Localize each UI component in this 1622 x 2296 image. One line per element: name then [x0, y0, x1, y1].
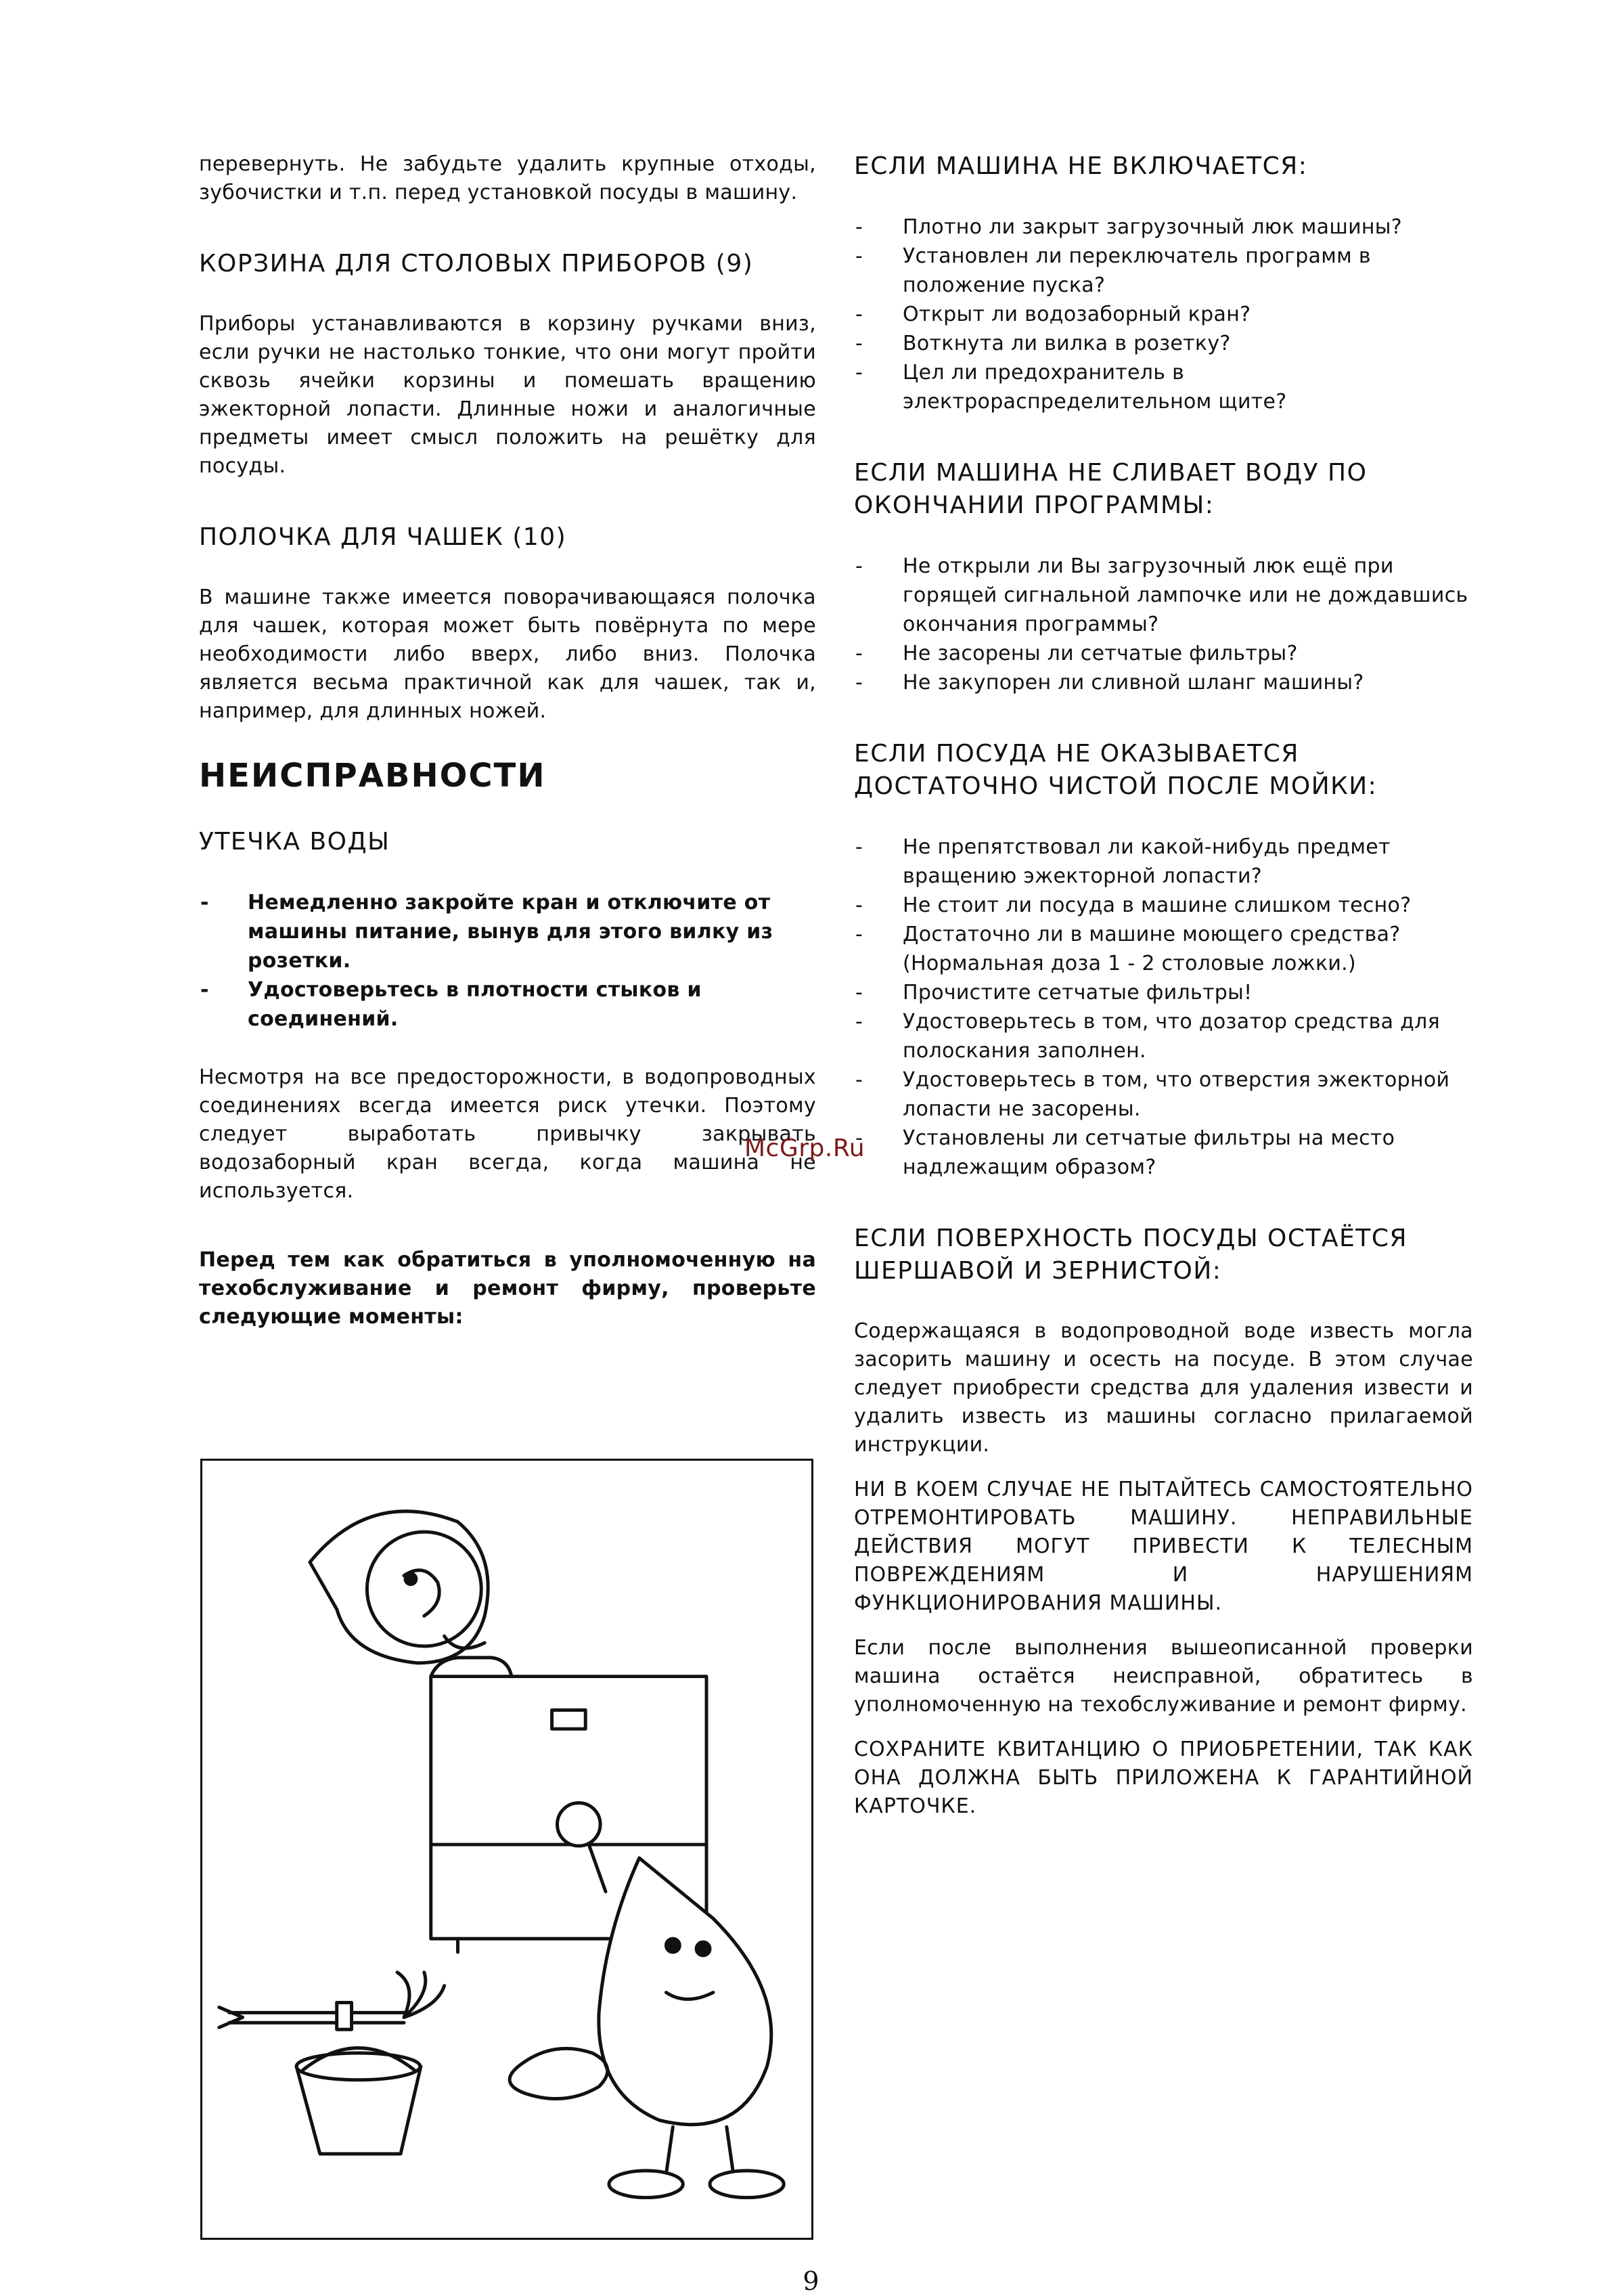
list-item: - Не открыли ли Вы загрузочный люк ещё при горящей сигнальной лампочке или не дождавшись окончания программы? — [854, 552, 1473, 639]
cutlery-basket-heading: КОРЗИНА ДЛЯ СТОЛОВЫХ ПРИБОРОВ (9) — [199, 250, 754, 278]
no-start-heading: ЕСЛИ МАШИНА НЕ ВКЛЮЧАЕТСЯ: — [854, 152, 1308, 180]
service-text: Если после выполнения вышеописанной проверки машина остаётся неисправной, обратитесь в уполномоченную на техобслуживание и ремонт фирму. — [854, 1636, 1473, 1717]
left-column — [199, 150, 816, 1331]
cutlery-basket-text: Приборы устанавливаются в корзину ручками вниз, если ручки не настолько тонкие, что они могут пройти сквозь ячейки корзины и помешать вращению эжекторной лопасти. Длинные ножи и аналогичные предметы имеет смысл положить на решётку для посуды. — [199, 312, 816, 478]
page-number: 9 — [803, 2266, 819, 2296]
water-leak-text: Несмотря на все предосторожности, в водопроводных соединениях всегда имеется риск утечки. Поэтому следует выработать привычку закрывать водозаборный кран всегда, когда машина не используется. — [199, 1065, 816, 1203]
list-item: - Достаточно ли в машине моющего средства? (Нормальная доза 1 - 2 столовые ложки.) — [854, 920, 1473, 978]
list-item: - Воткнута ли вилка в розетку? — [854, 329, 1473, 358]
no-drain-heading: ЕСЛИ МАШИНА НЕ СЛИВАЕТ ВОДУ ПО ОКОНЧАНИИ ПРОГРАММЫ: — [854, 459, 1368, 519]
water-leak-list — [199, 888, 816, 1034]
troubleshooting-illustration — [200, 1459, 813, 2240]
rough-surface-heading: ЕСЛИ ПОВЕРХНОСТЬ ПОСУДЫ ОСТАЁТСЯ ШЕРШАВОЙ И ЗЕРНИСТОЙ: — [854, 1224, 1408, 1285]
not-clean-list — [854, 833, 1473, 1182]
no-drain-list — [854, 552, 1473, 697]
check-before-service-text: Перед тем как обратиться в уполномоченную на техобслуживание и ремонт фирму, проверьте следующие моменты: — [199, 1248, 816, 1329]
cup-shelf-text: В машине также имеется поворачивающаяся полочка для чашек, которая может быть повёрнута по мере необходимости либо вверх, либо вниз. Полочка является весьма практичной как для чашек, так и, например, для длинных ножей. — [199, 586, 816, 723]
list-item: - Удостоверьтесь в том, что дозатор средства для полоскания заполнен. — [854, 1007, 1473, 1065]
list-item: - Не препятствовал ли какой-нибудь предмет вращению эжекторной лопасти? — [854, 833, 1473, 891]
watermark: McGrp.Ru — [744, 1134, 865, 1162]
list-item: - Не засорены ли сетчатые фильтры? — [854, 639, 1473, 668]
water-leak-heading: УТЕЧКА ВОДЫ — [199, 828, 390, 856]
rough-surface-text: Содержащаяся в водопроводной воде известь могла засорить машину и осесть на посуде. В этом случае следует приобрести средства для удаления извести и удалить известь из машины согласно прилагаемой инструкции. — [854, 1319, 1473, 1457]
cup-shelf-heading: ПОЛОЧКА ДЛЯ ЧАШЕК (10) — [199, 523, 567, 551]
list-item: - Установлены ли сетчатые фильтры на место надлежащим образом? — [854, 1124, 1473, 1182]
no-start-list — [854, 213, 1473, 416]
list-item: - Удостоверьтесь в плотности стыков и соединений. — [199, 975, 816, 1034]
intro-paragraph: перевернуть. Не забудьте удалить крупные отходы, зубочистки и т.п. перед установкой посуды в машину. — [199, 152, 816, 204]
list-item: - Цел ли предохранитель в электрораспределительном щите? — [854, 358, 1473, 416]
list-item: - Удостоверьтесь в том, что отверстия эжекторной лопасти не засорены. — [854, 1065, 1473, 1124]
faults-heading: НЕИСПРАВНОСТИ — [199, 757, 546, 795]
list-item: - Плотно ли закрыт загрузочный люк машины? — [854, 213, 1473, 242]
list-item: - Открыт ли водозаборный кран? — [854, 300, 1473, 329]
not-clean-heading: ЕСЛИ ПОСУДА НЕ ОКАЗЫВАЕТСЯ ДОСТАТОЧНО ЧИСТОЙ ПОСЛЕ МОЙКИ: — [854, 740, 1378, 800]
list-item: - Не закупорен ли сливной шланг машины? — [854, 668, 1473, 697]
warning-text: НИ В КОЕМ СЛУЧАЕ НЕ ПЫТАЙТЕСЬ САМОСТОЯТЕЛЬНО ОТРЕМОНТИРОВАТЬ МАШИНУ. НЕПРАВИЛЬНЫЕ ДЕЙСТВИЯ МОГУТ ПРИВЕСТИ К ТЕЛЕСНЫМ ПОВРЕЖДЕНИЯМ И НАРУШЕНИЯМ ФУНКЦИОНИРОВАНИЯ МАШИНЫ. — [854, 1478, 1473, 1615]
list-item: - Прочистите сетчатые фильтры! — [854, 978, 1473, 1007]
right-column — [854, 150, 1473, 1821]
list-item: - Установлен ли переключатель программ в положение пуска? — [854, 242, 1473, 300]
receipt-text: СОХРАНИТЕ КВИТАНЦИЮ О ПРИОБРЕТЕНИИ, ТАК КАК ОНА ДОЛЖНА БЫТЬ ПРИЛОЖЕНА К ГАРАНТИЙНОЙ КАРТОЧКЕ. — [854, 1738, 1473, 1818]
list-item: - Немедленно закройте кран и отключите от машины питание, вынув для этого вилку из розетки. — [199, 888, 816, 975]
list-item: - Не стоит ли посуда в машине слишком тесно? — [854, 891, 1473, 920]
